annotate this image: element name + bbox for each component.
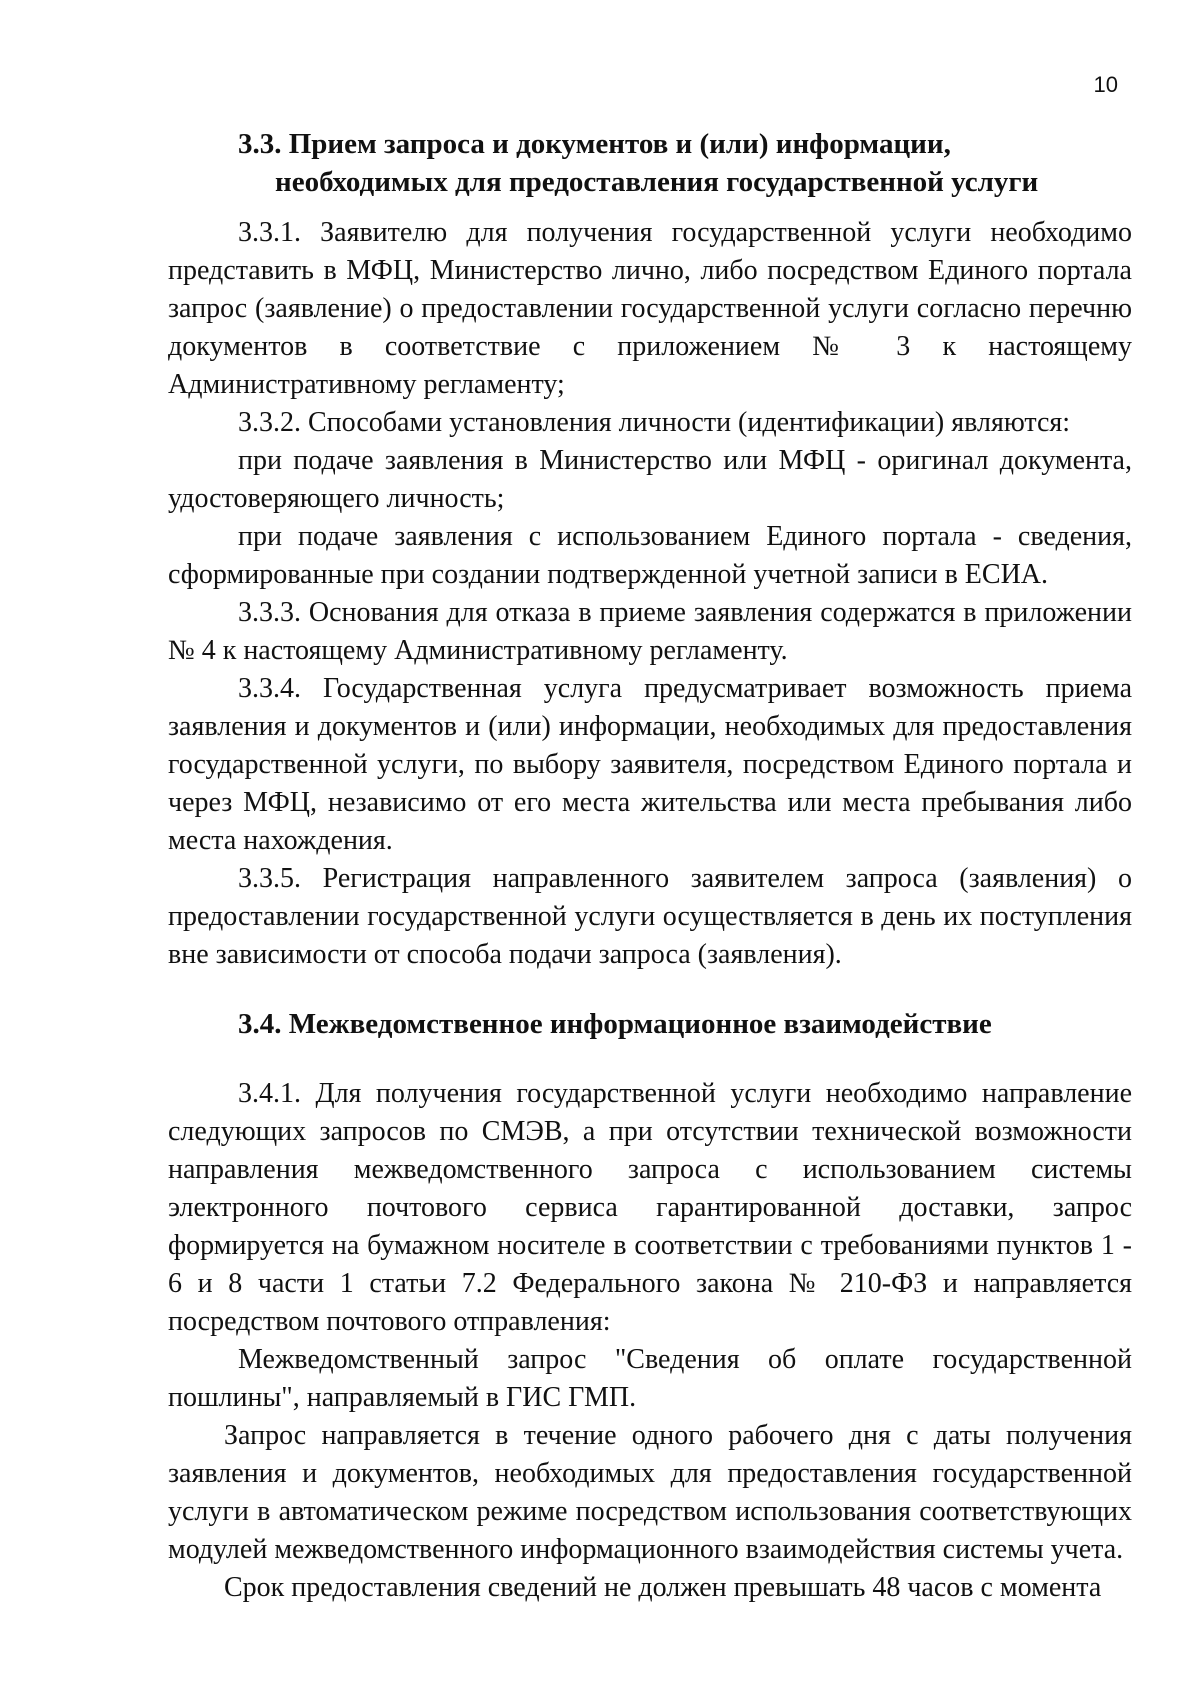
- paragraph-interagency-request: Межведомственный запрос "Сведения об оплате государственной пошлины", направляемый в ГИС ГМП.: [168, 1344, 1132, 1413]
- section-3-3-body: [168, 214, 1132, 974]
- paragraph-response-deadline: Срок предоставления сведений не должен превышать 48 часов с момента: [224, 1572, 1102, 1603]
- paragraph-3-4-1: 3.4.1. Для получения государственной услуги необходимо направление следующих запросов по СМЭВ, а при отсутствии технической возможности направления межведомственного запроса с использованием системы электронного почтового сервиса гарантированной доставки, запрос формируется на бумажном носителе в соответствии с требованиями пунктов 1 - 6 и 8 части 1 статьи 7.2 Федерального закона № 210-ФЗ и направляется посредством почтового отправления:: [168, 1078, 1132, 1337]
- page-number: 10: [1093, 72, 1118, 97]
- section-3-3-heading: [238, 125, 1138, 201]
- paragraph-3-3-3: 3.3.3. Основания для отказа в приеме заявления содержатся в приложении № 4 к настоящему Административному регламенту.: [168, 597, 1132, 666]
- paragraph-3-3-4: 3.3.4. Государственная услуга предусматривает возможность приема заявления и документов и (или) информации, необходимых для предоставления государственной услуги, по выбору заявителя, посредством Единого портала и через МФЦ, независимо от его места жительства или места пребывания либо места нахождения.: [168, 673, 1132, 856]
- section-3-3-heading-line2: необходимых для предоставления государственной услуги: [275, 166, 1039, 198]
- paragraph-identification-portal: при подаче заявления с использованием Единого портала - сведения, сформированные при создании подтвержденной учетной записи в ЕСИА.: [168, 521, 1132, 590]
- paragraph-identification-ministry: при подаче заявления в Министерство или МФЦ - оригинал документа, удостоверяющего личность;: [168, 445, 1132, 514]
- paragraph-3-3-5: 3.3.5. Регистрация направленного заявителем запроса (заявления) о предоставлении государственной услуги осуществляется в день их поступления вне зависимости от способа подачи запроса (заявления).: [168, 863, 1132, 970]
- paragraph-3-3-2: 3.3.2. Способами установления личности (идентификации) являются:: [238, 407, 1071, 438]
- paragraph-3-3-1: 3.3.1. Заявителю для получения государственной услуги необходимо представить в МФЦ, Министерство лично, либо посредством Единого портала запрос (заявление) о предоставлении государственной услуги согласно перечню документов в соответствие с приложением № 3 к настоящему Административному регламенту;: [168, 217, 1132, 400]
- section-3-4-body: [168, 1075, 1132, 1607]
- paragraph-request-timing: Запрос направляется в течение одного рабочего дня с даты получения заявления и документов, необходимых для предоставления государственной услуги в автоматическом режиме посредством использования соответствующих модулей межведомственного информационного взаимодействия системы учета.: [168, 1420, 1132, 1565]
- section-3-3-heading-line1: 3.3. Прием запроса и документов и (или) информации,: [238, 128, 951, 160]
- section-3-4-heading: 3.4. Межведомственное информационное взаимодействие: [238, 1008, 992, 1040]
